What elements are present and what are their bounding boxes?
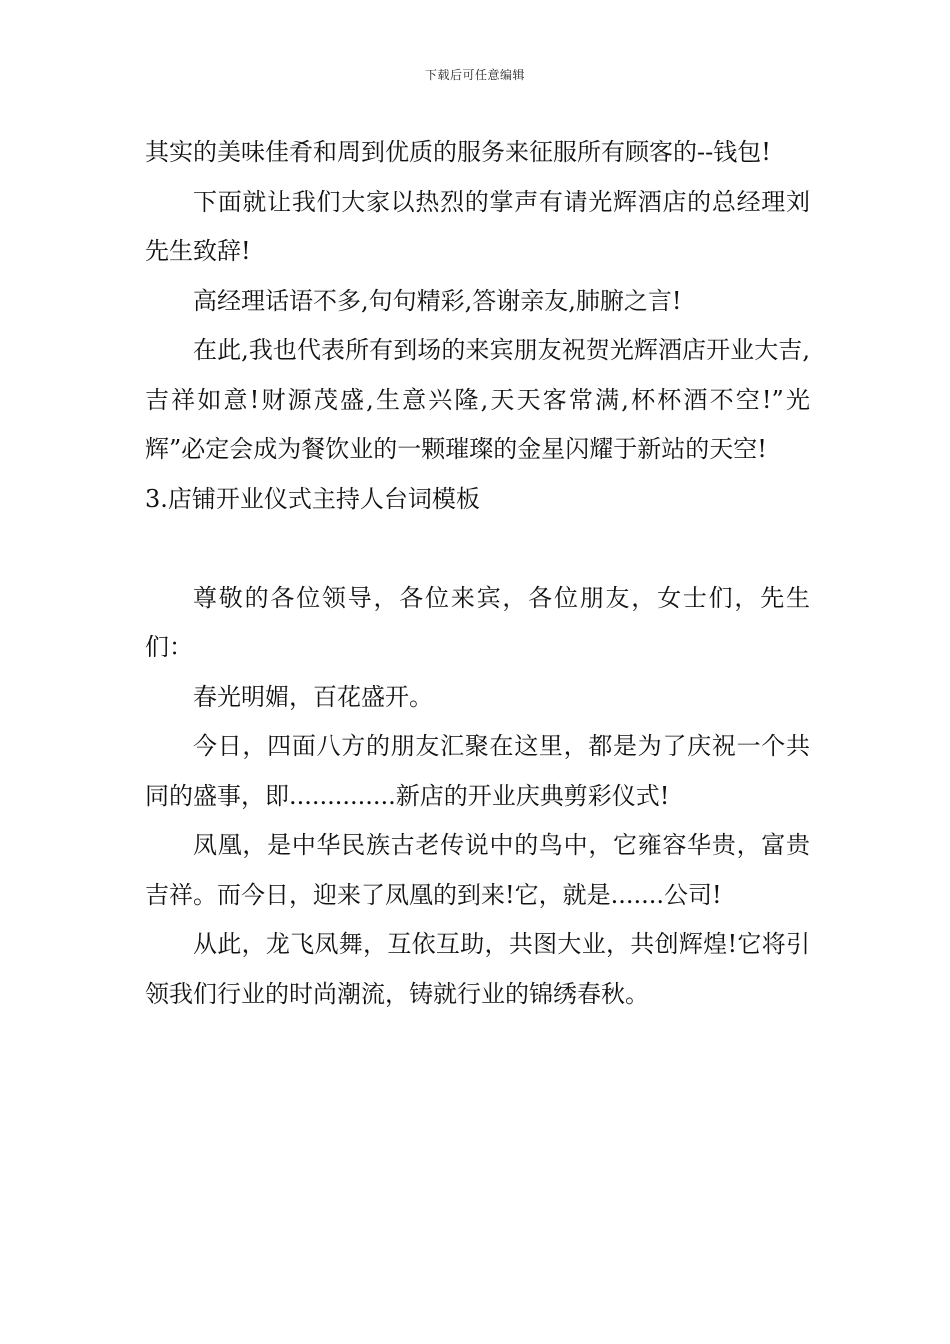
paragraph: 今日，四面八方的朋友汇聚在这里，都是为了庆祝一个共同的盛事，即..............新店的开业庆典剪彩仪式! bbox=[145, 732, 810, 810]
paragraph: 凤凰，是中华民族古老传说中的鸟中，它雍容华贵，富贵吉祥。而今日，迎来了凤凰的到来!它，就是.......公司! bbox=[145, 831, 810, 909]
blank-line bbox=[145, 524, 810, 574]
section-heading: 3.店铺开业仪式主持人台词模板 bbox=[145, 484, 480, 513]
page-header: 下载后可任意编辑 bbox=[424, 68, 525, 82]
paragraph: 在此,我也代表所有到场的来宾朋友祝贺光辉酒店开业大吉,吉祥如意!财源茂盛,生意兴隆,天天客常满,杯杯酒不空!”光辉”必定会成为餐饮业的一颗璀璨的金星闪耀于新站的天空! bbox=[145, 336, 810, 463]
paragraph: 其实的美味佳肴和周到优质的服务来征服所有顾客的--钱包! bbox=[145, 138, 771, 166]
document-body bbox=[145, 128, 810, 1019]
paragraph: 尊敬的各位领导，各位来宾，各位朋友，女士们，先生们： bbox=[145, 583, 810, 661]
paragraph: 从此，龙飞凤舞，互依互助，共图大业，共创辉煌!它将引领我们行业的时尚潮流，铸就行业的锦绣春秋。 bbox=[145, 930, 810, 1008]
paragraph: 春光明媚，百花盛开。 bbox=[193, 682, 433, 711]
paragraph: 下面就让我们大家以热烈的掌声有请光辉酒店的总经理刘先生致辞! bbox=[145, 187, 810, 265]
paragraph: 高经理话语不多,句句精彩,答谢亲友,肺腑之言! bbox=[193, 286, 682, 315]
